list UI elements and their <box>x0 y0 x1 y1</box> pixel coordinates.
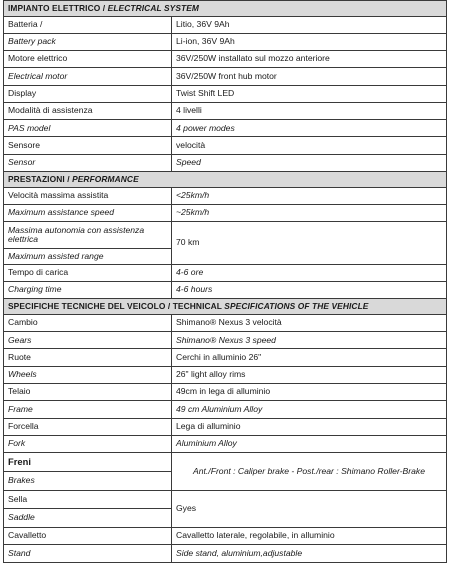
row-label: Maximum assisted range <box>4 249 172 265</box>
table-row <box>4 314 447 331</box>
row-label: Freni <box>4 453 172 472</box>
table-row <box>4 490 447 509</box>
table-row <box>4 453 447 472</box>
spec-table <box>3 0 447 563</box>
section-header-electrical <box>4 1 447 17</box>
table-row <box>4 282 447 299</box>
row-label: Ruote <box>4 349 172 366</box>
table-row <box>4 435 447 452</box>
row-value: Side stand, aluminium,adjustable <box>172 545 447 563</box>
row-value: <25km/h <box>172 187 447 204</box>
row-label: Motore elettrico <box>4 51 172 68</box>
row-label: Gears <box>4 332 172 349</box>
table-row <box>4 332 447 349</box>
table-row <box>4 102 447 119</box>
row-label: Tempo di carica <box>4 264 172 281</box>
row-label: Massima autonomia con assistenza elettrica <box>4 222 172 249</box>
section-title-en: SPECIFICATIONS OF THE VEHICLE <box>224 300 369 311</box>
row-label: PAS model <box>4 120 172 137</box>
table-row <box>4 137 447 154</box>
table-row <box>4 85 447 102</box>
row-value: 4 power modes <box>172 120 447 137</box>
row-value: 4 livelli <box>172 102 447 119</box>
section-title-it: IMPIANTO ELETTRICO / <box>8 2 108 13</box>
table-row <box>4 528 447 545</box>
row-value: Li-ion, 36V 9Ah <box>172 33 447 50</box>
row-label: Frame <box>4 401 172 418</box>
section-title <box>4 299 447 315</box>
row-label: Saddle <box>4 509 172 528</box>
row-label: Sensore <box>4 137 172 154</box>
section-title-it: PRESTAZIONI / <box>8 173 73 184</box>
section-header-performance <box>4 172 447 188</box>
table-row <box>4 366 447 383</box>
row-value: 36V/250W front hub motor <box>172 68 447 85</box>
section-title <box>4 172 447 188</box>
section-title-en: ELECTRICAL SYSTEM <box>107 2 200 13</box>
row-label: Fork <box>4 435 172 452</box>
row-value: Litio, 36V 9Ah <box>172 16 447 33</box>
row-value: Shimano® Nexus 3 velocità <box>172 314 447 331</box>
row-label: Batteria / <box>4 16 172 33</box>
row-value: 4-6 ore <box>172 264 447 281</box>
row-value: ~25km/h <box>172 204 447 221</box>
table-row <box>4 33 447 50</box>
row-label: Sensor <box>4 154 172 171</box>
table-row <box>4 264 447 281</box>
table-row <box>4 401 447 418</box>
table-row <box>4 154 447 171</box>
row-value-merged: Gyes <box>172 490 447 527</box>
section-header-specifications <box>4 299 447 315</box>
row-label: Stand <box>4 545 172 563</box>
row-label: Charging time <box>4 282 172 299</box>
row-value: 4-6 hours <box>172 282 447 299</box>
section-title-en: PERFORMANCE <box>72 173 139 184</box>
row-value-merged: Ant./Front : Caliper brake - Post./rear : Shimano Roller-Brake <box>172 453 447 490</box>
row-value: Aluminium Alloy <box>172 435 447 452</box>
row-value: 49cm in lega di alluminio <box>172 384 447 401</box>
section-title <box>4 1 447 17</box>
row-label: Maximum assistance speed <box>4 204 172 221</box>
row-label: Electrical motor <box>4 68 172 85</box>
row-value: Cerchi in alluminio 26" <box>172 349 447 366</box>
row-label: Display <box>4 85 172 102</box>
row-value-merged: 70 km <box>172 222 447 265</box>
row-label: Battery pack <box>4 33 172 50</box>
table-row <box>4 204 447 221</box>
table-row <box>4 68 447 85</box>
table-row <box>4 545 447 563</box>
row-label: Cambio <box>4 314 172 331</box>
row-value: Shimano® Nexus 3 speed <box>172 332 447 349</box>
table-row <box>4 16 447 33</box>
table-row <box>4 418 447 435</box>
table-row <box>4 187 447 204</box>
row-label: Sella <box>4 490 172 509</box>
table-row <box>4 349 447 366</box>
table-row <box>4 120 447 137</box>
row-label: Telaio <box>4 384 172 401</box>
row-value: Twist Shift LED <box>172 85 447 102</box>
row-label: Modalità di assistenza <box>4 102 172 119</box>
row-label: Velocità massima assistita <box>4 187 172 204</box>
section-title-it: SPECIFICHE TECNICHE DEL VEICOLO / TECHNICAL <box>8 300 225 311</box>
table-row <box>4 222 447 249</box>
row-value: Cavalletto laterale, regolabile, in alluminio <box>172 528 447 545</box>
row-value: 26" light alloy rims <box>172 366 447 383</box>
row-label: Brakes <box>4 471 172 490</box>
row-value: 49 cm Aluminium Alloy <box>172 401 447 418</box>
table-row <box>4 51 447 68</box>
row-label: Wheels <box>4 366 172 383</box>
row-value: 36V/250W installato sul mozzo anteriore <box>172 51 447 68</box>
row-value: Speed <box>172 154 447 171</box>
row-label: Cavalletto <box>4 528 172 545</box>
row-value: velocità <box>172 137 447 154</box>
row-label: Forcella <box>4 418 172 435</box>
table-row <box>4 384 447 401</box>
row-value: Lega di alluminio <box>172 418 447 435</box>
